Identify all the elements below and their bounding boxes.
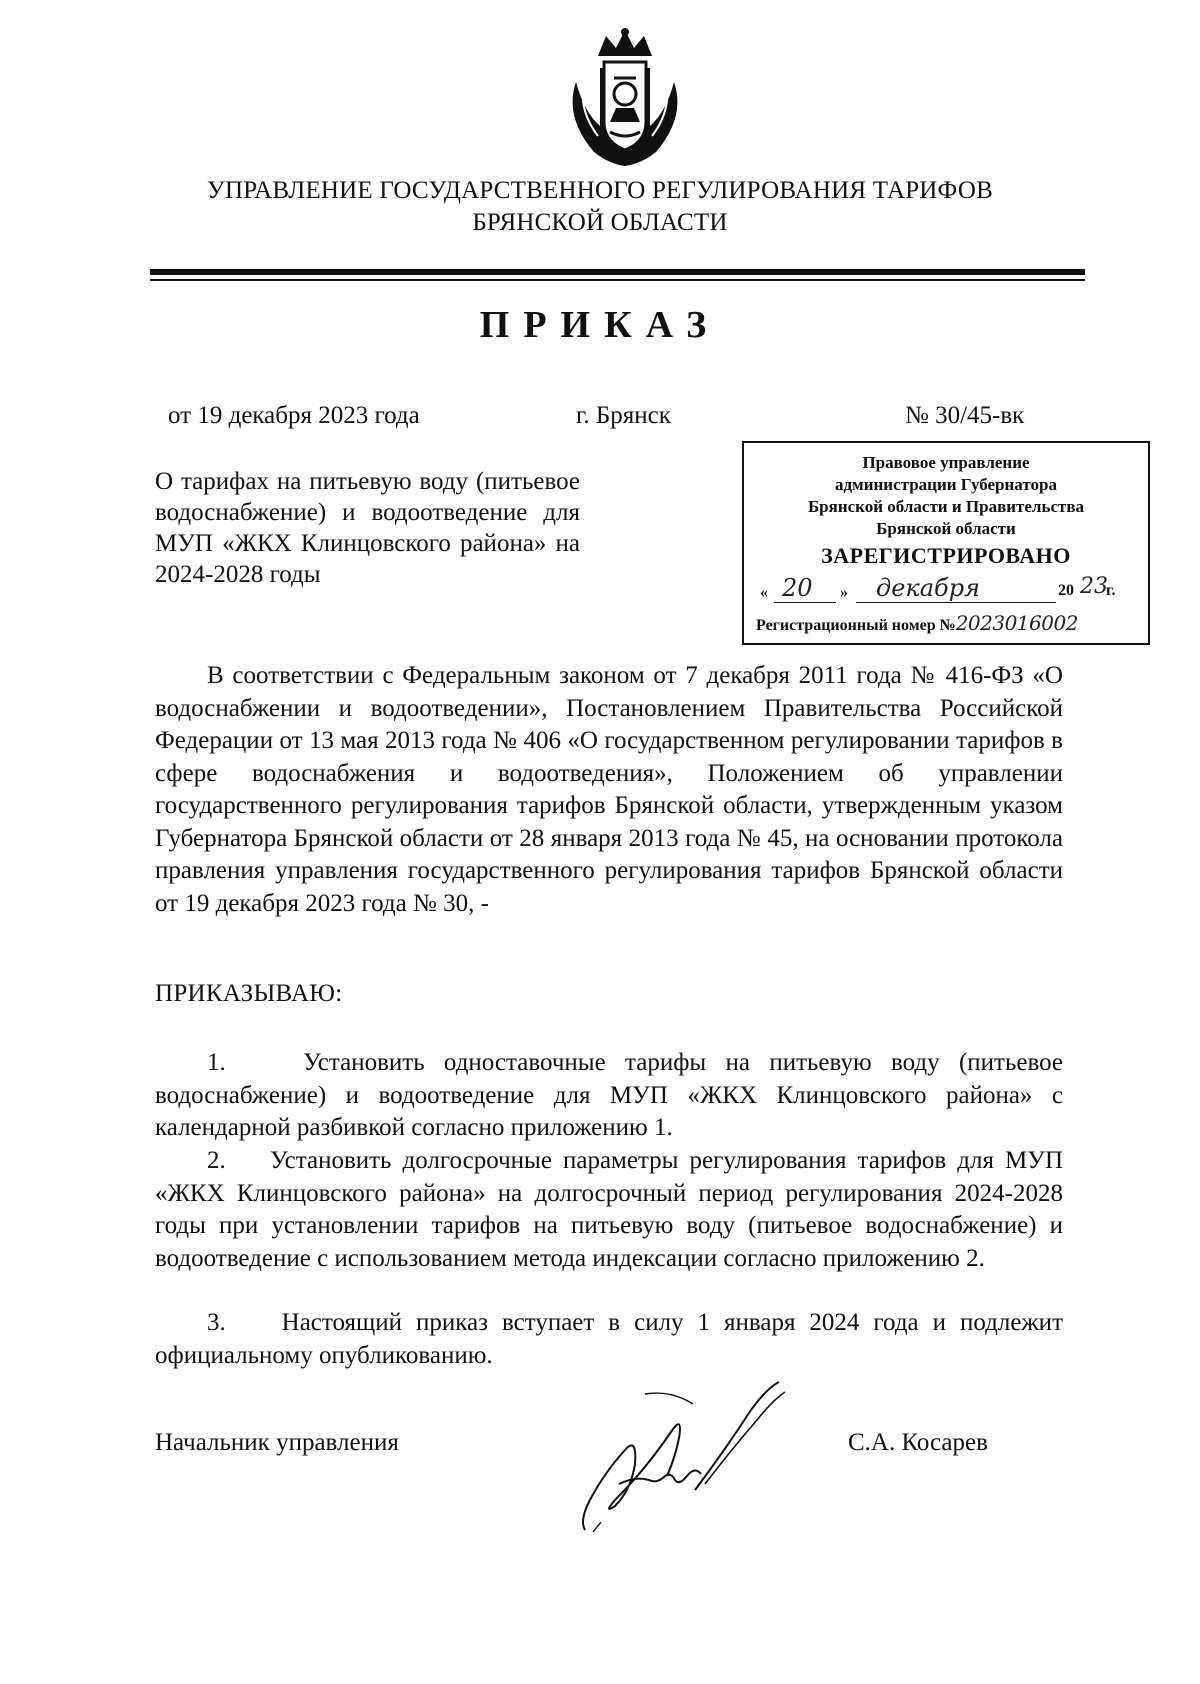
signatory-position: Начальник управления (155, 1429, 399, 1456)
order-item-2: 2. Установить долгосрочные параметры регулирования тарифов для МУП «ЖКХ Клинцовского района» на долгосрочный период регулирования 2024-2028 годы при установлении тарифов на питьевую воду (питьевое водоснабжение) и водоотведение с использованием метода индексации согласно приложению 2. (155, 1147, 1070, 1272)
stamp-year-suffix: 23 (1080, 574, 1108, 599)
stamp-day: 20 (782, 574, 813, 602)
order-city: г. Брянск (576, 402, 671, 429)
organization-name-line2: БРЯНСКОЙ ОБЛАСТИ (472, 209, 728, 236)
stamp-year-unit: г. (1106, 582, 1116, 599)
stamp-registered: ЗАРЕГИСТРИРОВАНО (821, 543, 1071, 568)
preamble-paragraph: В соответствии с Федеральным законом от 7 декабря 2011 года № 416-ФЗ «О водоснабжении и водоотведении», Постановлением Правительства Российской Федерации от 13 мая 2013 года № 406 «О государственном регулировании тарифов в сфере водоснабжения и водоотведения», Положением об управлении государственного регулирования тарифов Брянской области, утвержденным указом Губернатора Брянской области от 28 января 2013 года № 45, на основании протокола правления управления государственного регулирования тарифов Брянской области от 19 декабря 2023 года № 30, - (155, 662, 1063, 917)
order-subject: О тарифах на питьевую воду (питьевое водоснабжение) и водоотведение для МУП «ЖКХ Клинцовского района» на 2024-2028 годы (155, 468, 580, 588)
coat-of-arms-icon (554, 22, 696, 172)
handwritten-signature (575, 1380, 800, 1540)
order-item-1: 1. Установить одноставочные тарифы на питьевую воду (питьевое водоснабжение) и водоотведение для МУП «ЖКХ Клинцовского района» с календарной разбивкой согласно приложению 1. (155, 1049, 1070, 1141)
order-number: № 30/45-вк (905, 402, 1025, 429)
document-title: ПРИКАЗ (479, 304, 721, 346)
order-item-3: 3. Настоящий приказ вступает в силу 1 января 2024 года и подлежит официальному опубликованию. (155, 1309, 1070, 1369)
stamp-regnum-label: Регистрационный номер № (756, 617, 956, 634)
stamp-line-3: Брянской области и Правительства (807, 497, 1085, 516)
stamp-line-1: Правовое управление (862, 453, 1030, 472)
organization-name-line1: УПРАВЛЕНИЕ ГОСУДАРСТВЕННОГО РЕГУЛИРОВАНИЯ ТАРИФОВ (207, 177, 993, 204)
signatory-name: С.А. Косарев (848, 1429, 988, 1456)
header-divider-thin (150, 279, 1085, 281)
stamp-date-row: « 20 » декабря 20 23 г. (760, 574, 1116, 602)
order-word: ПРИКАЗЫВАЮ: (155, 980, 343, 1007)
stamp-year-prefix: 20 (1058, 582, 1074, 599)
order-date: от 19 декабря 2023 года (168, 402, 420, 429)
registration-stamp (742, 441, 1150, 645)
stamp-month: декабря (876, 574, 980, 602)
stamp-line-2: администрации Губернатора (835, 475, 1057, 494)
stamp-regnum-row (756, 611, 1078, 635)
stamp-regnum-value: 2023016002 (955, 611, 1078, 635)
header-divider (150, 269, 1085, 275)
stamp-line-4: Брянской области (876, 519, 1016, 538)
stamp-dashed-edge (1022, 443, 1142, 445)
